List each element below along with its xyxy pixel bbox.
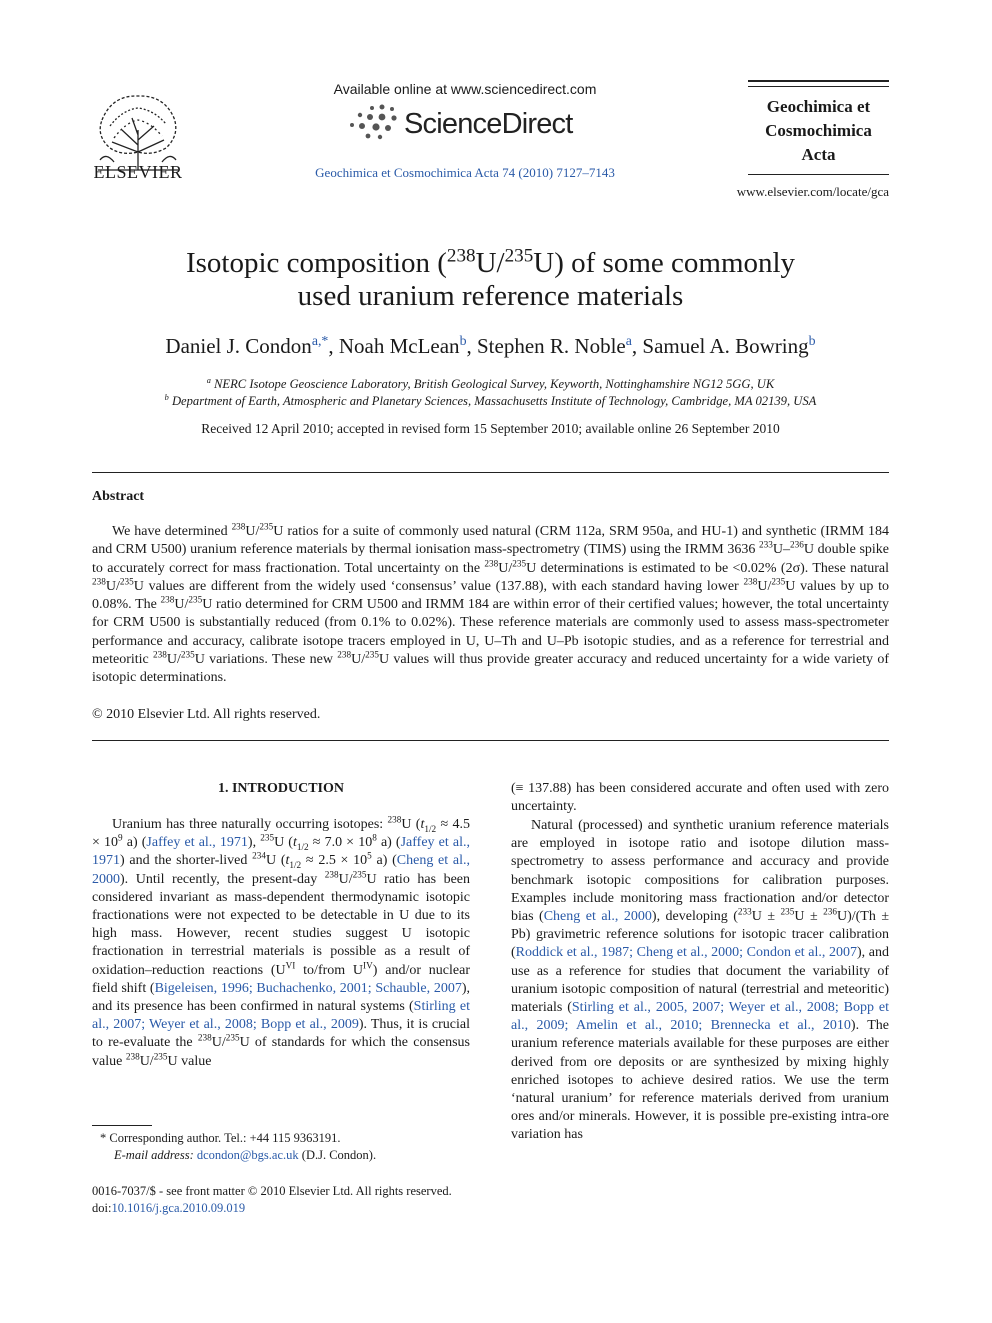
body-column-right-continued: (≡ 137.88) has been considered accurate and often used with zero uncertainty. bbox=[511, 781, 889, 815]
journal-rule-top-thin bbox=[748, 86, 889, 87]
affiliation-a: $^a$ NERC Isotope Geoscience Laboratory, British Geological Survey, Keyworth, Nottinghamshire NG12 5GG, UK bbox=[206, 375, 775, 391]
author-name: Noah McLean bbox=[338, 334, 460, 358]
journal-url[interactable]: www.elsevier.com/locate/gca bbox=[736, 184, 889, 199]
issn-line: 0016-7037/$ - see front matter © 2010 Elsevier Ltd. All rights reserved. bbox=[92, 1184, 452, 1198]
citation-link[interactable]: Jaffey et al., 1971 bbox=[92, 835, 470, 869]
email-note: E-mail address: dcondon@bgs.ac.uk (D.J. Condon). bbox=[114, 1148, 377, 1162]
author-affiliation-mark[interactable]: b bbox=[459, 333, 467, 348]
abstract-text: We have determined $^{238}$U/$^{235}$U ratios for a suite of commonly used natural (CRM 112a, SRM 950a, and HU-1) and synthetic (IRMM 184 and CRM U500) uranium reference materials by thermal ionisation mass-spectrometry (TIMS) using the IRMM 3636 $^{233}$U–$^{236}$U double spike to accurately correct for mass fractionation. Total uncertainty on the $^{238}$U/$^{235}$U determinations is estimated to be <0.02% (2σ). These natural $^{238}$U/$^{235}$U values are different from the widely used ‘consensus’ value (137.88), with each standard having lower $^{238}$U/$^{235}$U values by up to 0.08%. The $^{238}$U/$^{235}$U ratio determined for CRM U500 and IRMM 184 are within error of their certified values; however, the total uncertainty for CRM U500 is substantially reduced (from 0.1% to 0.02%). These reference materials are commonly used to assess mass-spectrometer performance and accuracy, calibrate isotope tracers employed in U, U–Th and U–Pb isotopic studies, and as a reference for terrestrial and meteoritic $^{238}$U/$^{235}$U variations. These new $^{238}$U/$^{235}$U values will thus provide greater accuracy and reduced uncertainty for a wide variety of isotopic determinations. bbox=[92, 521, 890, 686]
publisher-wordmark: ELSEVIER bbox=[93, 162, 183, 182]
journal-name-line: Acta bbox=[801, 145, 836, 164]
journal-name-line: Cosmochimica bbox=[765, 121, 872, 140]
citation-link[interactable]: Stirling et al., 2005, 2007; Weyer et al., 2008; Bopp et al., 2009; Amelin et al., 2010; Brennecka et al., 2010 bbox=[511, 1000, 889, 1034]
abstract-heading: Abstract bbox=[92, 489, 145, 504]
affiliation-b: $^b$ Department of Earth, Atmospheric and Planetary Sciences, Massachusetts Institute of Technology, Cambridge, MA 02139, USA bbox=[164, 392, 817, 408]
journal-name-line: Geochimica et bbox=[766, 97, 871, 116]
journal-rule-bottom bbox=[748, 174, 889, 175]
sciencedirect-wordmark: ScienceDirect bbox=[404, 108, 573, 140]
available-online-text[interactable]: Available online at www.sciencedirect.com bbox=[333, 81, 597, 97]
corresponding-author-note: * Corresponding author. Tel.: +44 115 9363191. bbox=[100, 1131, 341, 1145]
citation-link[interactable]: Cheng et al., 2000 bbox=[92, 853, 470, 887]
article-title: Isotopic composition ($^{238}$U/$^{235}$U) of some commonly used uranium reference materials bbox=[185, 245, 796, 312]
abstract-rule-bottom bbox=[92, 740, 889, 741]
author-affiliation-mark[interactable]: b bbox=[808, 333, 816, 348]
author-name: Samuel A. Bowring bbox=[642, 334, 809, 358]
abstract-copyright: © 2010 Elsevier Ltd. All rights reserved. bbox=[92, 707, 321, 722]
body-column-right: Natural (processed) and synthetic uranium reference materials are employed in isotope ratio and isotope dilution mass-spectrometry to assess performance and accuracy and provide benchmark isotopic compositions for calibration purposes. Examples include monitoring mass fractionation and/or detector bias (Cheng et al., 2000), developing ($^{233}$U ± $^{235}$U ± $^{236}$U)/(Th ± Pb) gravimetric reference solutions for isotopic tracer calibration (Roddick et al., 1987; Cheng et al., 2000; Condon et al., 2007), and use as a reference for studies that document the variability of uranium isotopic composition of natural (terrestrial and meteoritic) materials (Stirling et al., 2005, 2007; Weyer et al., 2008; Bopp et al., 2009; Amelin et al., 2010; Brennecka et al., 2010). The uranium reference materials available for these purposes are either derived from ore deposits or are synthesized by mixing highly enriched isotopes to achieve desired ratios. We use the term ‘natural uranium’ for reference materials derived from uranium ores and/or minerals. However, it is possible pre-existing intra-ore variation has bbox=[511, 818, 890, 1143]
author-affiliation-mark[interactable]: a bbox=[625, 333, 632, 348]
author-name: Daniel J. Condon bbox=[165, 334, 312, 358]
citation-link[interactable]: Jaffey et al., 1971 bbox=[146, 835, 248, 851]
author-affiliation-mark[interactable]: a,* bbox=[311, 333, 329, 348]
abstract-rule-top bbox=[92, 472, 889, 473]
article-dates: Received 12 April 2010; accepted in revised form 15 September 2010; available online 26 September 2010 bbox=[201, 421, 780, 436]
section-heading: 1. INTRODUCTION bbox=[217, 781, 344, 796]
doi-link[interactable]: 10.1016/j.gca.2010.09.019 bbox=[111, 1201, 246, 1215]
journal-name bbox=[748, 95, 889, 167]
citation-link[interactable]: Cheng et al., 2000 bbox=[543, 909, 652, 925]
author-list: Daniel J. Condon$^{a,*}$, Noah McLean$^b$, Stephen R. Noble$^a$, Samuel A. Bowring$^b$ bbox=[165, 333, 816, 358]
doi-line: doi:10.1016/j.gca.2010.09.019 bbox=[92, 1201, 246, 1215]
body-column-left: Uranium has three naturally occurring isotopes: $^{238}$U ($t_{1/2} \approx 4.5 \times 10^9$ a) (Jaffey et al., 1971), $^{235}$U ($t_{1/2} \approx 7.0 \times 10^8$ a) (Jaffey et al., 1971) and the shorter-lived $^{234}$U ($t_{1/2} \approx 2.5 \times 10^5$ a) (Cheng et al., 2000). Until recently, the present-day $^{238}$U/$^{235}$U ratio has been considered invariant as mass-dependent thermodynamic isotopic fractionations were not expected to be detectable in U due to its high mass. However, recent studies suggest U isotopic fractionation in terrestrial materials is possible as a result of oxidation–reduction reactions ($U^{VI}$ to/from $U^{IV}$) and/or nuclear field shift (Bigeleisen, 1996; Buchachenko, 2001; Schauble, 2007), and its presence has been confirmed in natural systems (Stirling et al., 2007; Weyer et al., 2008; Bopp et al., 2009). Thus, it is crucial to re-evaluate the $^{238}$U/$^{235}$U of standards for which the consensus value $^{238}$U/$^{235}$U value bbox=[92, 814, 471, 1069]
email-link[interactable]: dcondon@bgs.ac.uk bbox=[196, 1148, 299, 1162]
footnote-rule bbox=[92, 1125, 152, 1126]
author-name: Stephen R. Noble bbox=[477, 334, 626, 358]
citation-link[interactable]: Roddick et al., 1987; Cheng et al., 2000; Condon et al., 2007 bbox=[515, 945, 858, 961]
journal-citation-link[interactable]: Geochimica et Cosmochimica Acta 74 (2010) 7127–7143 bbox=[315, 165, 615, 180]
journal-rule-top bbox=[748, 80, 889, 82]
citation-link[interactable]: Stirling et al., 2007; Weyer et al., 2008; Bopp et al., 2009 bbox=[92, 999, 470, 1033]
citation-link[interactable]: Bigeleisen, 1996; Buchachenko, 2001; Schauble, 2007 bbox=[154, 980, 462, 996]
